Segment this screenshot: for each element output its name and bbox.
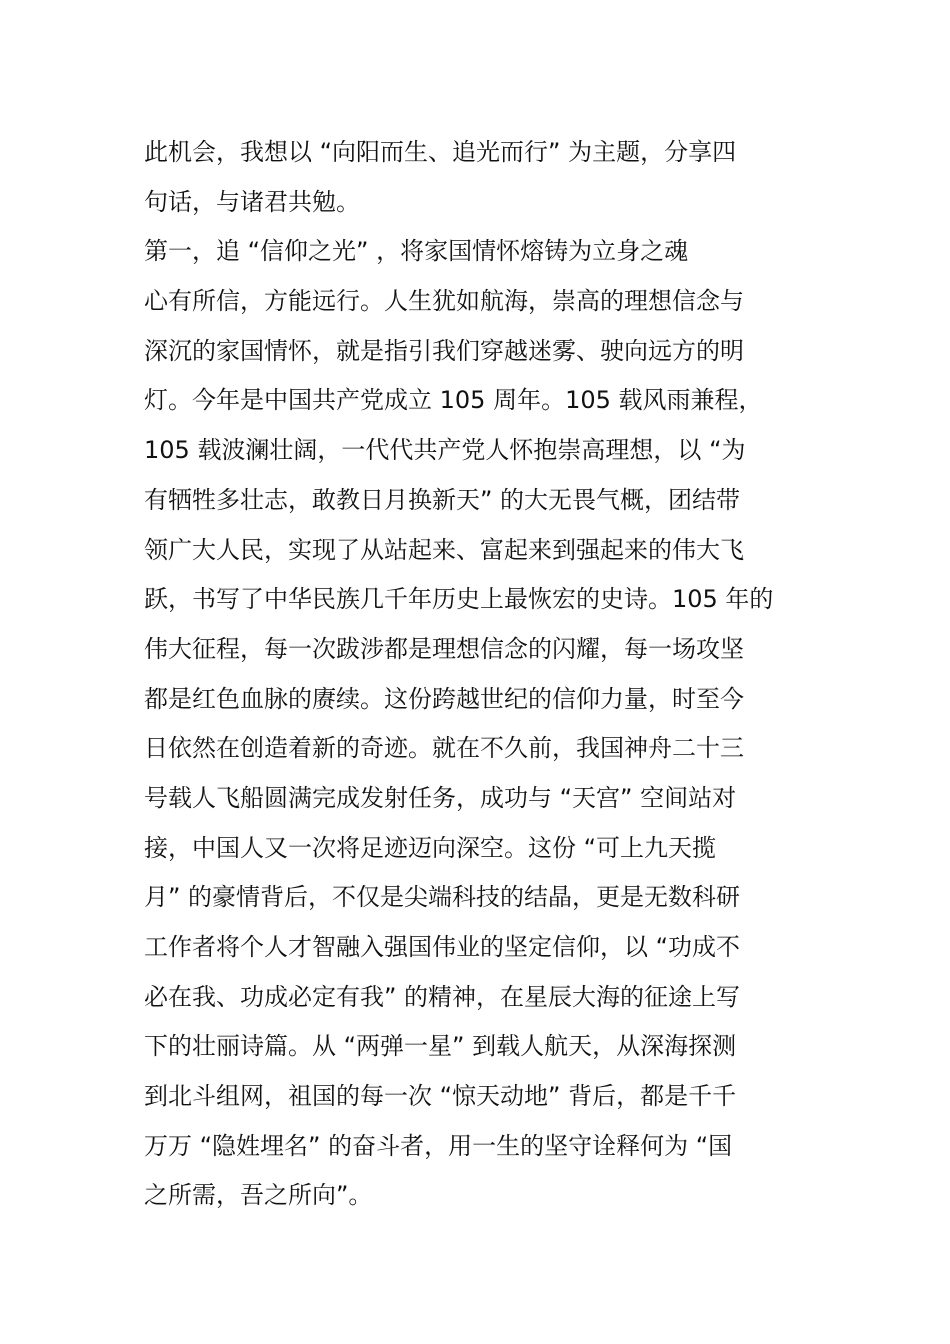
text-line: 105 载波澜壮阔，一代代共产党人怀抱崇高理想，以 “为 xyxy=(144,436,746,465)
text-line: 跃，书写了中华民族几千年历史上最恢宏的史诗。105 年的 xyxy=(144,585,774,614)
text-line: 月” 的豪情背后，不仅是尖端科技的结晶，更是无数科研 xyxy=(144,883,741,912)
text-line: 之所需，吾之所向”。 xyxy=(144,1181,373,1210)
document-body xyxy=(144,128,844,1221)
text-line: 灯。今年是中国共产党成立 105 周年。105 载风雨兼程， xyxy=(144,386,763,415)
text-line: 工作者将个人才智融入强国伟业的坚定信仰，以 “功成不 xyxy=(144,933,741,961)
text-line: 必在我、功成必定有我” 的精神，在星辰大海的征途上写 xyxy=(144,982,741,1011)
text-line: 有牺牲多壮志，敢教日月换新天” 的大无畏气概，团结带 xyxy=(144,485,741,514)
text-line: 接，中国人又一次将足迹迈向深空。这份 “可上九天揽 xyxy=(144,833,717,862)
text-line: 伟大征程，每一次跋涉都是理想信念的闪耀，每一场攻坚 xyxy=(144,634,744,663)
text-line: 心有所信，方能远行。人生犹如航海，崇高的理想信念与 xyxy=(144,287,744,316)
text-line: 此机会，我想以 “向阳而生、追光而行” 为主题，分享四 xyxy=(144,138,737,166)
text-line: 都是红色血脉的赓续。这份跨越世纪的信仰力量，时至今 xyxy=(144,684,744,713)
text-line: 到北斗组网，祖国的每一次 “惊天动地” 背后，都是千千 xyxy=(144,1082,737,1111)
text-line: 万万 “隐姓埋名” 的奋斗者，用一生的坚守诠释何为 “国 xyxy=(144,1131,733,1160)
section-heading: 第一，追 “信仰之光” ，将家国情怀熔铸为立身之魂 xyxy=(144,237,689,266)
text-line: 下的壮丽诗篇。从 “两弹一星” 到载人航天，从深海探测 xyxy=(144,1032,737,1061)
text-line: 号载人飞船圆满完成发射任务，成功与 “天宫” 空间站对 xyxy=(144,783,737,812)
text-line: 领广大人民，实现了从站起来、富起来到强起来的伟大飞 xyxy=(144,535,744,564)
text-line: 句话，与诸君共勉。 xyxy=(144,187,360,216)
text-line: 深沉的家国情怀，就是指引我们穿越迷雾、驶向远方的明 xyxy=(144,336,744,365)
text-line: 日依然在创造着新的奇迹。就在不久前，我国神舟二十三 xyxy=(144,734,744,763)
